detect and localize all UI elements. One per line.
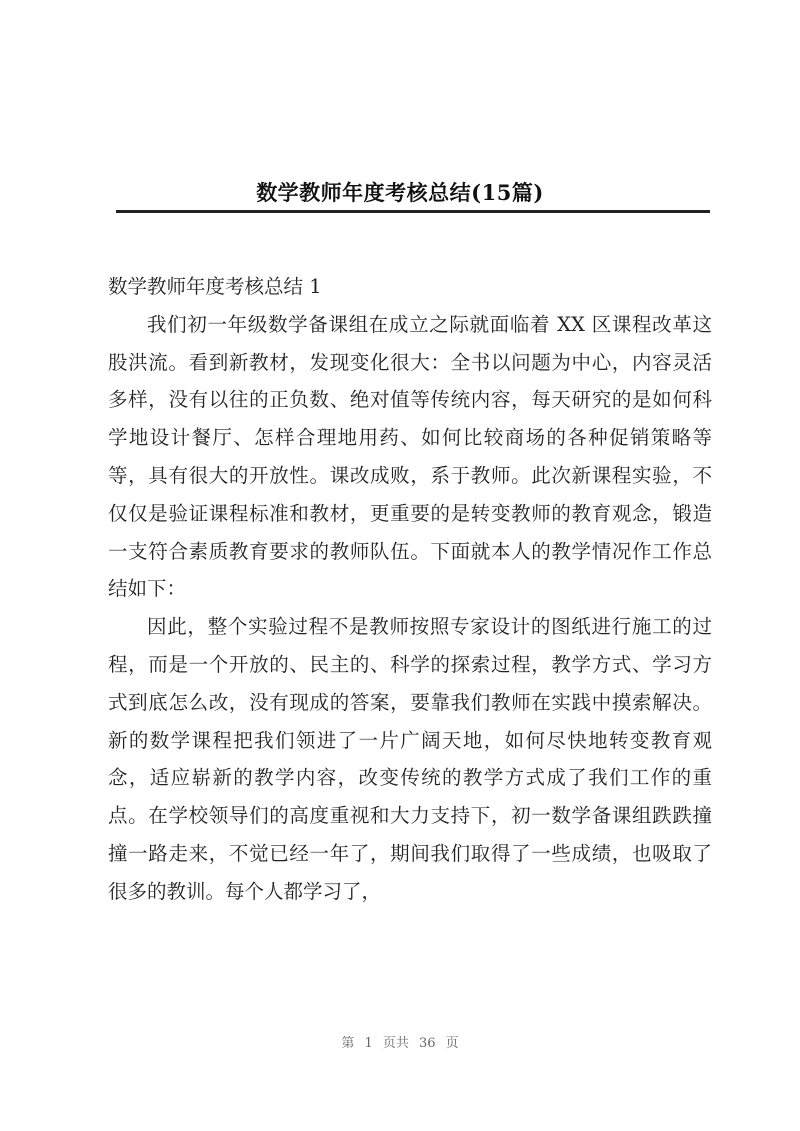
section-heading: 数学教师年度考核总结 1	[108, 275, 322, 298]
document-body	[108, 268, 712, 911]
page-number-footer: 第 1 页共 36 页	[341, 1036, 459, 1051]
body-paragraph-1: 我们初一年级数学备课组在成立之际就面临着 XX 区课程改革这股洪流。看到新教材，发现变化很大：全书以问题为中心，内容灵活多样，没有以往的正负数、绝对值等传统内容，每天研究的是如何科学地设计餐厅、怎样合理地用药、如何比较商场的各种促销策略等等，具有很大的开放性。课改成败，系于教师。此次新课程实验，不仅仅是验证课程标准和教材，更重要的是转变教师的教育观念，锻造一支符合素质教育要求的教师队伍。下面就本人的教学情况作工作总结如下：	[108, 312, 712, 601]
title-divider	[116, 210, 710, 213]
body-paragraph-2: 因此，整个实验过程不是教师按照专家设计的图纸进行施工的过程，而是一个开放的、民主的、科学的探索过程，教学方式、学习方式到底怎么改，没有现成的答案，要靠我们教师在实践中摸索解决。新的数学课程把我们领进了一片广阔天地，如何尽快地转变教育观念，适应崭新的教学内容，改变传统的教学方式成了我们工作的重点。在学校领导们的高度重视和大力支持下，初一数学备课组跌跌撞撞一路走来，不觉已经一年了，期间我们取得了一些成绩，也吸取了很多的教训。每个人都学习了，	[108, 615, 712, 903]
document-title: 数学教师年度考核总结(15篇)	[256, 180, 544, 206]
